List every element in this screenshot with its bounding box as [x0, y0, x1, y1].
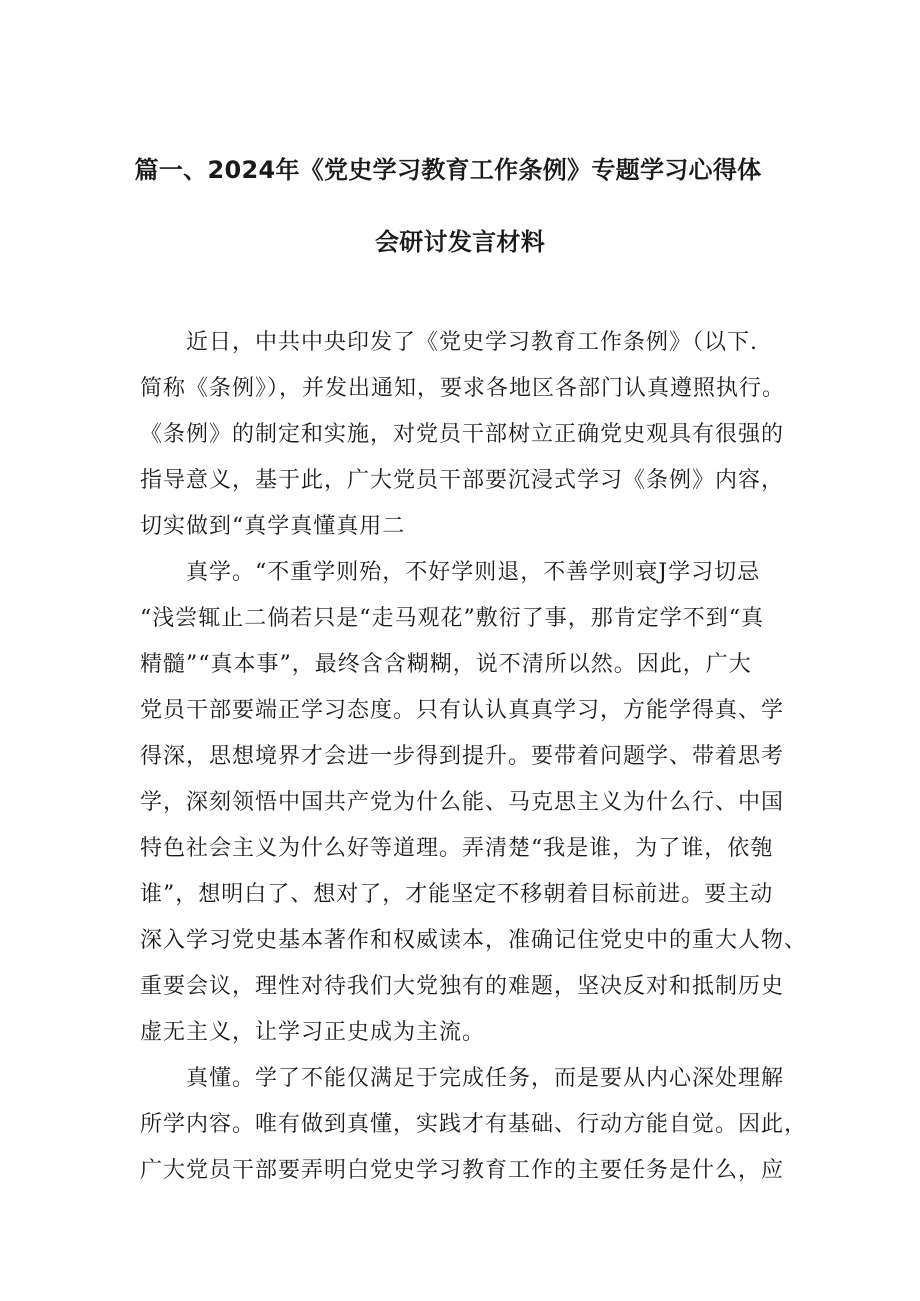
paragraph-line: 谁”，想明白了、想对了，才能坚定不移朝着目标前进。要主动 — [140, 882, 774, 907]
paragraph-line: 精髓”“真本事”，最终含含糊糊，说不清所以然。因此，广大 — [140, 652, 752, 677]
paragraph-line: 简称《条例》），并发出通知，要求各地区各部门认真遵照执行。 — [140, 376, 786, 401]
paragraph-line: 党员干部要端正学习态度。只有认认真真学习，方能学得真、学 — [140, 698, 785, 723]
paragraph-line: 所学内容。唯有做到真懂，实践才有基础、行动方能自觉。因此， — [140, 1112, 808, 1137]
paragraph-3 — [140, 1056, 808, 1194]
paragraph-line: 真学。“不重学则殆，不好学则退，不善学则衰J学习切忌 — [186, 560, 761, 585]
document-title-line-1: 篇一、2024年《党史学习教育工作条例》专题学习心得体 — [134, 156, 762, 184]
paragraph-line: 重要会议，理性对待我们大党独有的难题，坚决反对和抵制历史 — [140, 974, 785, 999]
paragraph-line: 真懂。学了不能仅满足于完成任务，而是要从内心深处理解 — [186, 1066, 785, 1091]
paragraph-line: 学，深刻领悟中国共产党为什么能、马克思主义为什么行、中国 — [140, 790, 785, 815]
paragraph-line: 近日，中共中央印发了《党史学习教育工作条例》（以下. — [186, 330, 758, 355]
paragraph-2 — [140, 550, 808, 1056]
paragraph-line: 深入学习党史基本著作和权威读本，准确记住党史中的重大人物、 — [140, 928, 808, 953]
paragraph-line: 虚无主义，让学习正史成为主流。 — [140, 1020, 486, 1045]
paragraph-1 — [140, 320, 790, 550]
paragraph-line: 指导意义，基于此，广大党员干部要沉浸式学习《条例》内容， — [140, 468, 785, 493]
paragraph-line: 《条例》的制定和实施，对党员干部树立正确党史观具有很强的 — [140, 422, 785, 447]
paragraph-line: 得深，思想境界才会进一步得到提升。要带着问题学、带着思考 — [140, 744, 785, 769]
paragraph-line: 特色社会主义为什么好等道理。弄清楚“我是谁，为了谁，依匏 — [140, 836, 774, 861]
paragraph-line: 广大党员干部要弄明白党史学习教育工作的主要任务是什么，应 — [140, 1158, 785, 1183]
document-body — [140, 320, 808, 1194]
document-title-line-2: 会研讨发言材料 — [374, 228, 546, 256]
paragraph-line: 切实做到“真学真懂真用二 — [140, 514, 406, 539]
paragraph-line: “浅尝辄止二倘若只是“走马观花”敷衍了事，那肯定学不到“真 — [140, 606, 764, 631]
